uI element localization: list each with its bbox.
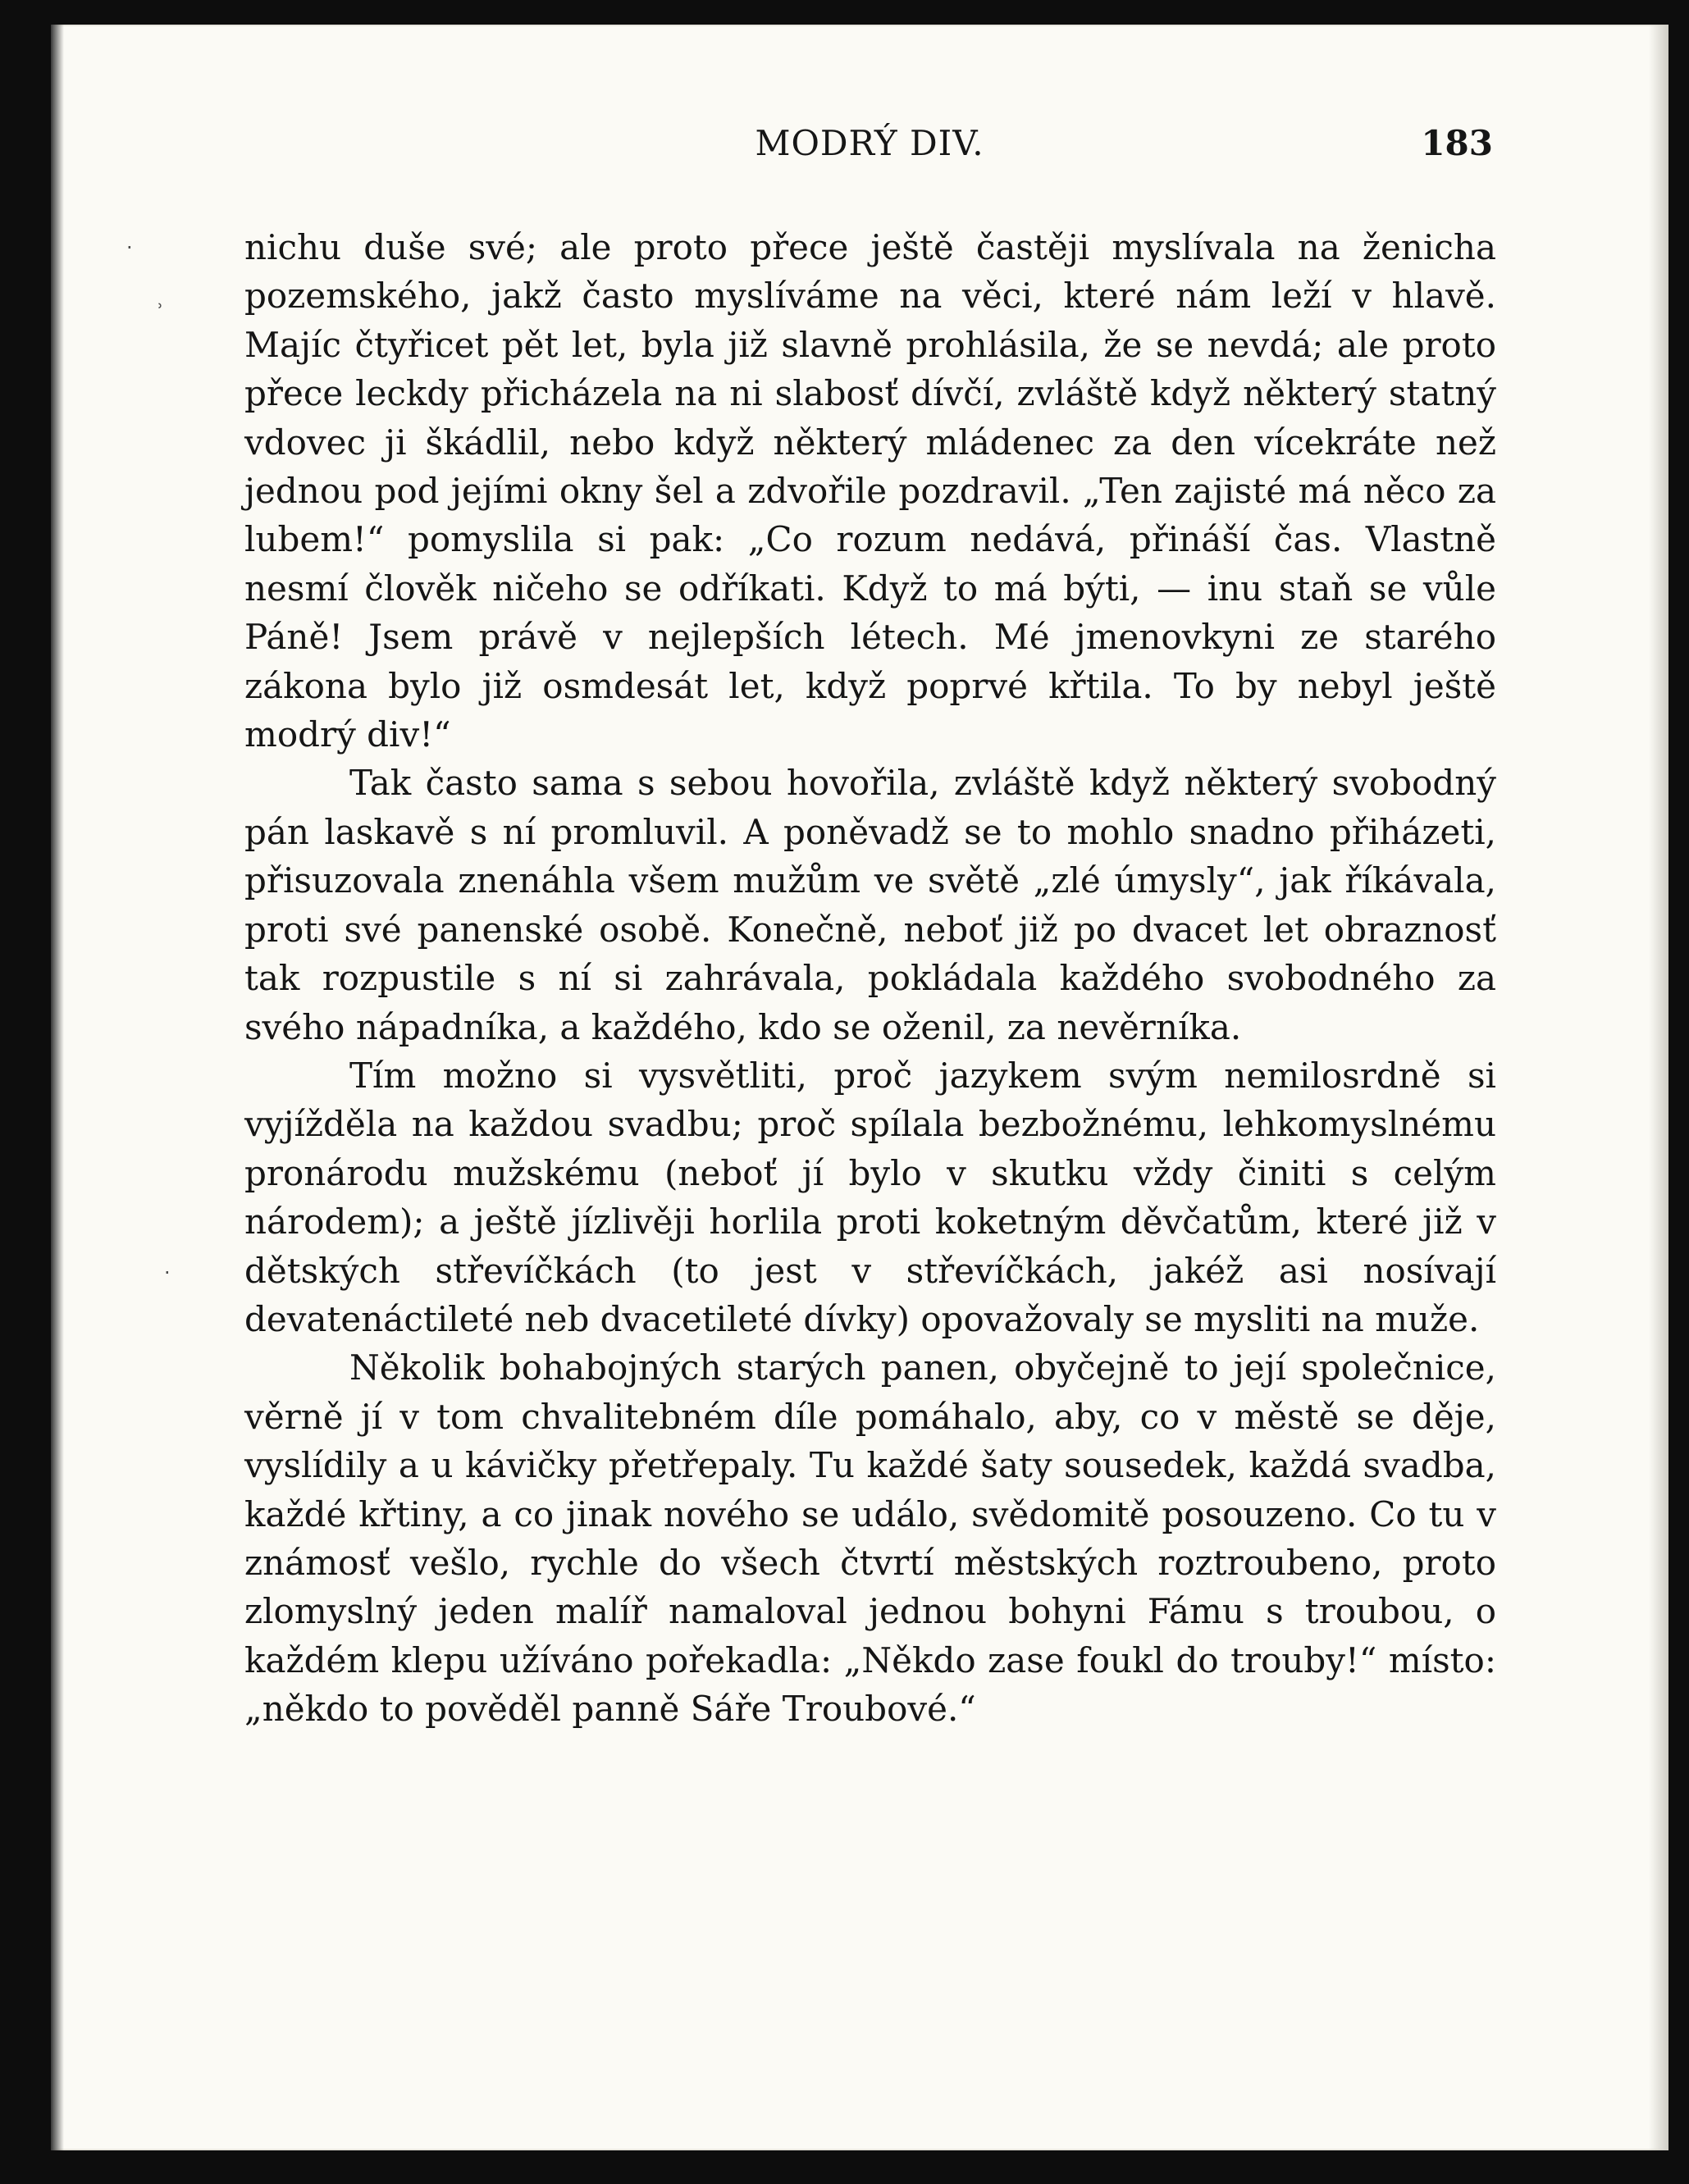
paragraph: Tak často sama s sebou hovořila, zvláště když některý svobodný pán laskavě s ní promluvil. A poněvadž se to mohlo snadno přiházeti, přisuzovala znenáhla všem mužům ve světě „zlé úmysly“, jak říkávala, proti své panenské osobě. Konečně, neboť již po dvacet let obraznosť tak rozpustile s ní si zahrávala, pokládala každého svobodného za svého nápadníka, a každého, kdo se oženil, za nevěrníka. <box>244 763 1496 1047</box>
body-text <box>244 223 1496 1734</box>
paragraph: Tím možno si vysvětliti, proč jazykem svým nemilosrdně si vyjížděla na každou svadbu; proč spílala bezbožnému, lehkomyslnému pronárodu mužskému (neboť jí bylo v skutku vždy činiti s celým národem); a ještě jízlivěji horlila proti koketným děvčatům, které již v dětských střevíčkách (to jest v střevíčkách, jakéž asi nosívají devatenáctileté neb dvacetileté dívky) opovažovaly se mysliti na muže. <box>244 1055 1496 1339</box>
margin-speck: ˒ <box>157 295 164 318</box>
page-edge <box>1649 25 1668 2150</box>
margin-speck: · <box>164 1261 171 1284</box>
binding-shadow <box>51 25 64 2150</box>
running-title: MODRÝ DIV. <box>755 123 984 163</box>
margin-speck: · <box>126 236 133 259</box>
page-number: 183 <box>1421 123 1493 163</box>
paragraph: nichu duše své; ale proto přece ještě častěji myslívala na ženicha pozemského, jakž často myslíváme na věci, které nám leží v hlavě. Majíc čtyřicet pět let, byla již slavně prohlásila, že se nevdá; ale proto přece leckdy přicházela na ni slabosť dívčí, zvláště když některý statný vdovec ji škádlil, nebo když některý mládenec za den vícekráte než jednou pod jejími okny šel a zdvořile pozdravil. „Ten zajisté má něco za lubem!“ pomyslila si pak: „Co rozum nedává, přináší čas. Vlastně nesmí člověk ničeho se odříkati. Když to má býti, — inu staň se vůle Páně! Jsem právě v nejlepších létech. Mé jmenovkyni ze starého zákona bylo již osmdesát let, když poprvé křtila. To by nebyl ještě modrý div!“ <box>244 227 1496 755</box>
running-header <box>246 123 1493 172</box>
paragraph: Několik bohabojných starých panen, obyčejně to její společnice, věrně jí v tom chvalitebném díle pomáhalo, aby, co v městě se děje, vyslídily a u kávičky přetřepaly. Tu každé šaty sousedek, každá svadba, každé křtiny, a co jinak nového se událo, svědomitě posouzeno. Co tu v známosť vešlo, rychle do všech čtvrtí městských roztroubeno, proto zlomyslný jeden malíř namaloval jednou bohyni Fámu s troubou, o každém klepu užíváno pořekadla: „Někdo zase foukl do trouby!“ místo: „někdo to pověděl panně Sáře Troubové.“ <box>244 1347 1496 1730</box>
